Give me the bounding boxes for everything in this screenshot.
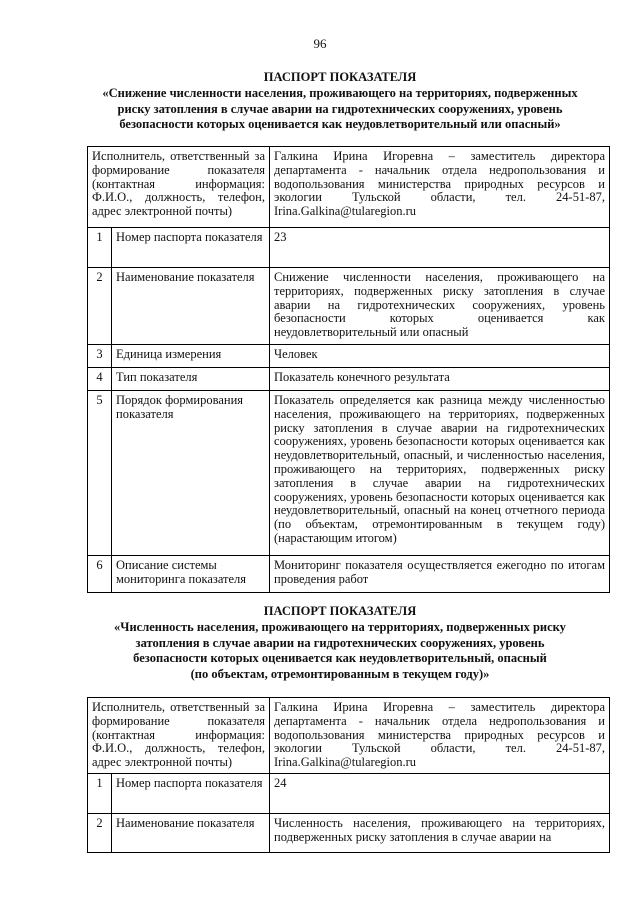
row-value: Снижение численности населения, проживающего на территориях, подверженных риску затопления в случае аварии на гидротехнических сооружениях, уровень безопасности которых оценивается как неудовлетворительный или опасный [270,268,610,345]
row-value: Мониторинг показателя осуществляется ежегодно по итогам проведения работ [270,556,610,593]
row-label: Единица измерения [112,345,270,368]
passport-table-1 [87,146,610,593]
subtitle-line: риску затопления в случае аварии на гидротехнических сооружениях, уровень [117,101,563,116]
passport-table-2 [87,697,610,853]
row-label: Наименование показателя [112,813,270,852]
table-row [88,268,610,345]
row-number: 3 [88,345,112,368]
table-row [88,345,610,368]
page-number: 96 [313,36,327,51]
passport-subtitle-2 [70,620,610,682]
table-row [88,391,610,556]
subtitle-line: безопасности которых оценивается как неудовлетворительный, опасный [133,651,547,665]
executor-label: Исполнитель, ответственный за формирование показателя (контактная информация: Ф.И.О., должность, телефон, адрес электронной почты) [88,698,270,774]
table-row [88,813,610,852]
executor-row [88,698,610,774]
row-number: 1 [88,773,112,813]
table-row [88,556,610,593]
subtitle-line: безопасности которых оценивается как неудовлетворительный или опасный» [119,117,561,131]
row-value: Численность населения, проживающего на территориях, подверженных риску затопления в случае аварии на [270,813,610,852]
table-row [88,773,610,813]
row-value: Человек [270,345,610,368]
row-label: Наименование показателя [112,268,270,345]
row-label: Тип показателя [112,368,270,391]
subtitle-line: «Численность населения, проживающего на территориях, подверженных риску [114,620,566,634]
row-number: 2 [88,268,112,345]
passport-title-2: ПАСПОРТ ПОКАЗАТЕЛЯ [263,604,417,618]
executor-row [88,147,610,228]
row-value: Показатель конечного результата [270,368,610,391]
row-number: 2 [88,813,112,852]
executor-value: Галкина Ирина Игоревна – заместитель директора департамента - начальник отдела недропользования и водопользования министерства природных ресурсов и экологии Тульской области, тел. 24-51-87, Irina.Galkina@tularegion.ru [270,698,610,774]
row-number: 5 [88,391,112,556]
row-value: Показатель определяется как разница между численностью населения, проживающего на территориях, подверженных риску затопления в случае аварии на гидротехнических сооружениях, уровень безопасности которых оценивается как неудовлетворительный, опасный, и численностью населения, проживающего на территориях, подверженных риску затопления в случае аварии на гидротехнических сооружениях, уровень безопасности которых оценивается как неудовлетворительный, опасный на конец отчетного периода (по объектам, отремонтированным в текущем году) (нарастающим итогом) [270,391,610,556]
row-label: Номер паспорта показателя [112,773,270,813]
table-row [88,368,610,391]
executor-label: Исполнитель, ответственный за формирование показателя (контактная информация: Ф.И.О., должность, телефон, адрес электронной почты) [88,147,270,228]
subtitle-line: (по объектам, отремонтированным в текущем году)» [190,666,490,681]
row-number: 4 [88,368,112,391]
executor-value: Галкина Ирина Игоревна – заместитель директора департамента - начальник отдела недропользования и водопользования министерства природных ресурсов и экологии Тульской области, тел. 24-51-87, Irina.Galkina@tularegion.ru [270,147,610,228]
row-number: 6 [88,556,112,593]
row-number: 1 [88,228,112,268]
subtitle-line: «Снижение численности населения, проживающего на территориях, подверженных [102,86,578,100]
table-row [88,228,610,268]
row-value: 24 [270,773,610,813]
row-label: Описание системы мониторинга показателя [112,556,270,593]
row-value: 23 [270,228,610,268]
subtitle-line: затопления в случае аварии на гидротехнических сооружениях, уровень [135,635,545,650]
passport-title-1: ПАСПОРТ ПОКАЗАТЕЛЯ [263,70,417,84]
row-label: Порядок формирования показателя [112,391,270,556]
passport-subtitle-1 [70,86,610,133]
row-label: Номер паспорта показателя [112,228,270,268]
